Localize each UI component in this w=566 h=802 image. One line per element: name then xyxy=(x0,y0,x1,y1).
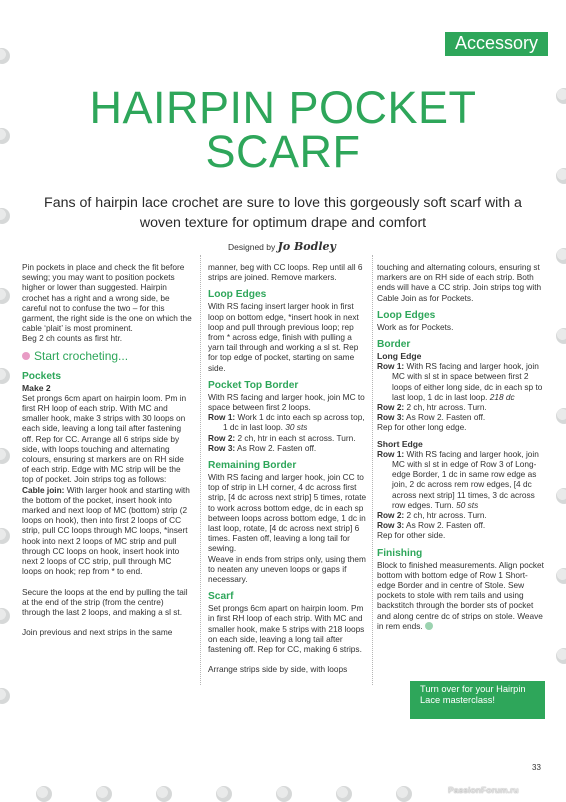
column-divider xyxy=(372,255,373,685)
stitch-count: 218 dc xyxy=(489,391,515,402)
intro-standfirst: Fans of hairpin lace crochet are sure to love this gorgeously soft scarf with a woven texture for optimum drape and comfort xyxy=(44,195,522,231)
row-text: 2 ch, htr across. Turn. xyxy=(404,402,487,413)
ptb-row-2 xyxy=(208,433,368,443)
row-label: Row 2: xyxy=(208,432,236,443)
row-text: 2 ch, htr across. Turn. xyxy=(404,510,487,521)
scarf-text: Set prongs 6cm apart on hairpin loom. Pm in first RH loop of each strip. With MC and smaller hook, make 5 strips with 218 loops on each side, leaving a long tail after fastening off. Rep for CC, making 6 strips. xyxy=(208,603,365,655)
le-row-3 xyxy=(377,412,545,422)
row-label: Row 1: xyxy=(208,412,236,423)
row-text: With RS facing and larger hook, join MC with sl st in edge of Row 3 of Long-edge Border, 1 dc in same row edge as join, 2 dc across rem row edges, [4 dc across next strip] 11 times, 3 dc across row edges. Turn. xyxy=(392,448,539,510)
section-tag: Accessory xyxy=(445,32,548,56)
stitch-count: 30 sts xyxy=(285,422,308,433)
row-label: Row 3: xyxy=(377,520,405,531)
loop-edges-heading: Loop Edges xyxy=(208,289,267,301)
title-line-1: HAIRPIN POCKET xyxy=(89,82,477,133)
se-row-2 xyxy=(377,510,545,520)
row-label: Row 3: xyxy=(208,442,236,453)
make-count: Make 2 xyxy=(22,382,51,393)
page-number: 33 xyxy=(532,763,541,772)
cable-join-paragraph xyxy=(22,485,192,577)
row-label: Row 2: xyxy=(377,510,405,521)
le-row-1 xyxy=(377,361,545,402)
masterclass-callout: Turn over for your Hairpin Lace masterclass! xyxy=(410,681,545,719)
col3-cont: touching and alternating colours, ensuring st markers are on RH side of each strip. Both ends will have a CC strip. Join strips tog with Cable Join as for Pockets. xyxy=(377,262,542,303)
le-row-2 xyxy=(377,402,545,412)
end-dot-icon xyxy=(425,622,433,630)
short-edge-heading: Short Edge xyxy=(377,438,423,449)
loop-edges-heading-2: Loop Edges xyxy=(377,309,436,321)
start-label: Start crocheting... xyxy=(34,348,129,363)
join-text: Join previous and next strips in the same xyxy=(22,627,173,638)
watermark: PassionForum.ru xyxy=(448,785,519,795)
row-text: As Row 2. Fasten off. xyxy=(235,442,317,453)
se-row-3 xyxy=(377,520,545,530)
scarf-heading: Scarf xyxy=(208,591,234,603)
start-crocheting-heading xyxy=(22,348,192,364)
se-rep: Rep for other side. xyxy=(377,530,446,541)
pockets-heading: Pockets xyxy=(22,370,62,382)
column-divider xyxy=(200,255,201,685)
se-row-1 xyxy=(377,449,545,510)
cable-join-text: With larger hook and starting with the bottom of the pocket, insert hook into marked and next loop of MC (bottom) strip (2 loops on hook), then into first 2 loops of CC strip, pull CC loops through MC loops, *insert hook into next 2 loops of MC strip and pull through CC loops on hook, insert hook into next 2 loops of CC strip, pull through MC loops on hook; rep from * to end. xyxy=(22,484,190,577)
row-text: With RS facing and larger hook, join MC with sl st in space between first 2 loops of either long side, dc in each sp to last loop, 1 dc in last loop. xyxy=(392,361,543,402)
col1-intro2: Beg 2 ch counts as first htr. xyxy=(22,333,123,344)
title-line-2: SCARF xyxy=(205,126,361,177)
row-label: Row 1: xyxy=(377,361,405,372)
row-text: As Row 2. Fasten off. xyxy=(404,520,486,531)
row-label: Row 3: xyxy=(377,412,405,423)
col2-cont: manner, beg with CC loops. Rep until all 6 strips are joined. Remove markers. xyxy=(208,262,363,283)
byline xyxy=(228,240,336,253)
pockets-text: Set prongs 6cm apart on hairpin loom. Pm in first RH loop of each strip. With MC and smaller hook, make 3 strips with 30 loops on each side, leaving a long tail after fastening off. Rep for CC. Arrange all 6 strips side by side, with loops touching and alternating colours, ensuring st markers are on RH side of each strip. Edge with MC strip will be the top of pocket. Join strips tog as follows: xyxy=(22,392,187,485)
secure-text: Secure the loops at the end by pulling the tail at the end of the strip (from the centre) through the last 2 loops, and making a sl st. xyxy=(22,586,188,618)
border-heading: Border xyxy=(377,339,411,351)
column-1 xyxy=(22,262,192,638)
page-title xyxy=(0,82,566,177)
ptb-row-1 xyxy=(208,412,368,432)
loop-edges-text: With RS facing insert larger hook in first loop on bottom edge, *insert hook in next loop and pull through previous loop; rep from * across edge, finish with pulling a yarn tail through and working a sl st. Rep for top edge of pocket, starting on same side. xyxy=(208,301,359,373)
scarf-text-2: Arrange strips side by side, with loops xyxy=(208,664,348,675)
column-2 xyxy=(208,262,368,675)
finishing-heading: Finishing xyxy=(377,547,423,559)
rb-text: With RS facing and larger hook, join CC to top of strip in LH corner, 4 dc across first strip, [4 dc across next strip] 5 times, rotate to work across bottom edge, dc in each sp between loops across bottom edge, 1 dc in last loop, rotate, [4 dc across next strip] 6 times. Fasten off, leaving a long tail for sewing. xyxy=(208,472,367,554)
row-label: Row 1: xyxy=(377,448,405,459)
ptb-row-3 xyxy=(208,443,368,453)
ptb-text: With RS facing and larger hook, join MC to space between first 2 loops. xyxy=(208,391,365,413)
pocket-top-border-heading: Pocket Top Border xyxy=(208,379,299,391)
designer-name: Jo Bodley xyxy=(277,240,336,253)
byline-prefix: Designed by xyxy=(228,242,276,252)
column-3 xyxy=(377,262,545,631)
finishing-paragraph xyxy=(377,560,545,631)
col1-intro: Pin pockets in place and check the fit before sewing; you may want to position pockets higher or lower than suggested. Hairpin crochet has a right and a wrong side, be careful not to confuse the two – for this garment, the right side is the one on which the cable ‘plait’ is most prominent. xyxy=(22,262,192,334)
long-edge-heading: Long Edge xyxy=(377,351,422,362)
loop-edges-text-2: Work as for Pockets. xyxy=(377,321,454,332)
row-text: Work 1 dc into each sp across top, 1 dc in last loop. xyxy=(223,412,365,433)
pink-dot-icon xyxy=(22,352,30,360)
row-text: As Row 2. Fasten off. xyxy=(404,412,486,423)
le-rep: Rep for other long edge. xyxy=(377,422,467,433)
finishing-text: Block to finished measurements. Align pocket bottom with bottom edge of Row 1 Short-edge Border and in centre of Stole. Sew pockets to stole with rem tails and using backstitch through the border sts of pocket and along centre dc of strips on stole. Weave in rem ends. xyxy=(377,559,544,631)
rb-text-2: Weave in ends from strips only, using them to neaten any uneven loops or gaps if necessary. xyxy=(208,553,366,585)
row-label: Row 2: xyxy=(377,402,405,413)
row-text: 2 ch, htr in each st across. Turn. xyxy=(235,432,356,443)
cable-join-label: Cable join: xyxy=(22,484,65,495)
stitch-count: 50 sts xyxy=(456,499,479,510)
remaining-border-heading: Remaining Border xyxy=(208,460,297,472)
